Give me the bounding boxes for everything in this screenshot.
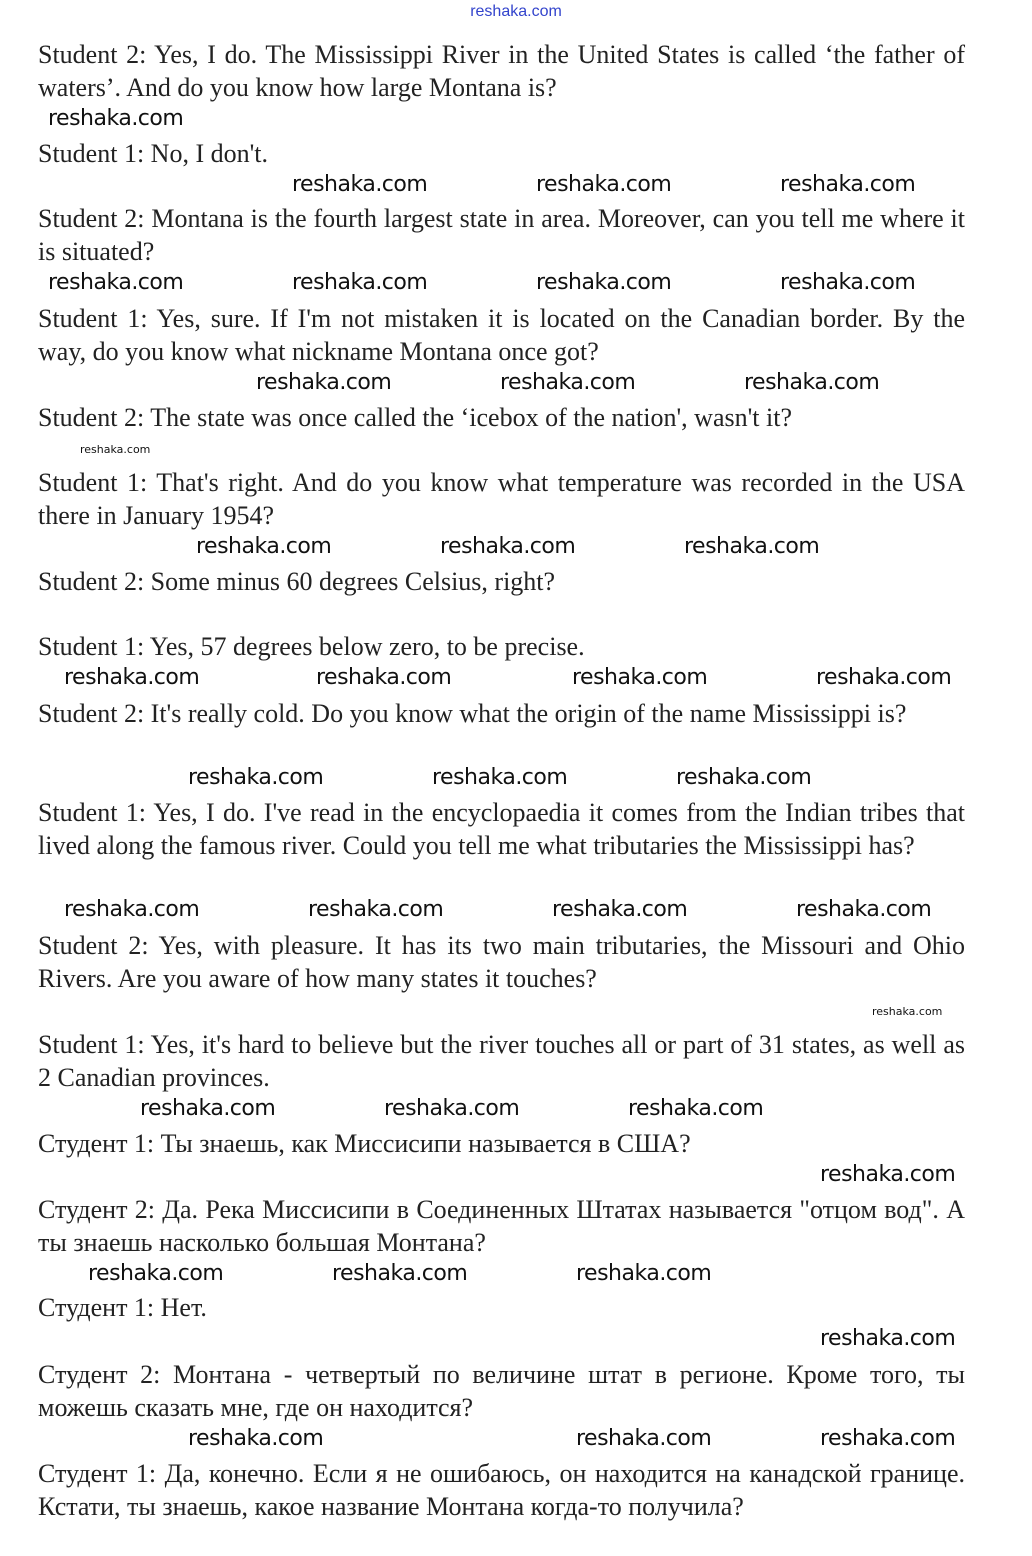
watermark: reshaka.com bbox=[196, 534, 332, 559]
watermark: reshaka.com bbox=[292, 270, 428, 295]
watermark: reshaka.com bbox=[64, 665, 200, 690]
watermark: reshaka.com bbox=[628, 1096, 764, 1121]
watermark: reshaka.com bbox=[48, 270, 184, 295]
watermark: reshaka.com bbox=[64, 897, 200, 922]
watermark: reshaka.com bbox=[188, 765, 324, 790]
watermark: reshaka.com bbox=[140, 1096, 276, 1121]
watermark: reshaka.com bbox=[536, 172, 672, 197]
watermark: reshaka.com bbox=[576, 1261, 712, 1286]
dialogue-paragraph: Студент 2: Да. Река Миссисипи в Соединенных Штатах называется "отцом вод". А ты знаешь насколько большая Монтана? bbox=[38, 1195, 965, 1257]
watermark: reshaka.com bbox=[816, 665, 952, 690]
watermark: reshaka.com bbox=[384, 1096, 520, 1121]
dialogue-paragraph: Студент 1: Ты знаешь, как Миссисипи называется в США? bbox=[38, 1129, 691, 1158]
watermark: reshaka.com bbox=[500, 370, 636, 395]
watermark: reshaka.com bbox=[332, 1261, 468, 1286]
header-watermark[interactable]: reshaka.com bbox=[470, 3, 562, 20]
watermark: reshaka.com bbox=[440, 534, 576, 559]
dialogue-paragraph: Student 2: Montana is the fourth largest state in area. Moreover, can you tell me where it is situated? bbox=[38, 204, 965, 266]
watermark: reshaka.com bbox=[820, 1426, 956, 1451]
dialogue-paragraph: Студент 2: Монтана - четвертый по величине штат в регионе. Кроме того, ты можешь сказать мне, где он находится? bbox=[38, 1360, 965, 1422]
watermark: reshaka.com bbox=[820, 1326, 956, 1351]
dialogue-paragraph: Student 2: Yes, with pleasure. It has its two main tributaries, the Missouri and Ohio Rivers. Are you aware of how many states it touches? bbox=[38, 931, 965, 993]
watermark: reshaka.com bbox=[676, 765, 812, 790]
watermark: reshaka.com bbox=[872, 1005, 943, 1018]
watermark: reshaka.com bbox=[572, 665, 708, 690]
watermark: reshaka.com bbox=[256, 370, 392, 395]
watermark: reshaka.com bbox=[188, 1426, 324, 1451]
watermark: reshaka.com bbox=[48, 106, 184, 131]
dialogue-paragraph: Student 1: Yes, I do. I've read in the encyclopaedia it comes from the Indian tribes that lived along the famous river. Could you tell me what tributaries the Mississippi has? bbox=[38, 798, 965, 860]
watermark: reshaka.com bbox=[88, 1261, 224, 1286]
watermark: reshaka.com bbox=[552, 897, 688, 922]
dialogue-paragraph: Student 1: Yes, 57 degrees below zero, to be precise. bbox=[38, 632, 585, 661]
watermark: reshaka.com bbox=[780, 270, 916, 295]
dialogue-paragraph: Student 2: Some minus 60 degrees Celsius, right? bbox=[38, 567, 556, 596]
watermark: reshaka.com bbox=[744, 370, 880, 395]
watermark: reshaka.com bbox=[780, 172, 916, 197]
watermark: reshaka.com bbox=[796, 897, 932, 922]
dialogue-paragraph: Student 1: Yes, it's hard to believe but the river touches all or part of 31 states, as well as 2 Canadian provinces. bbox=[38, 1030, 965, 1092]
dialogue-paragraph: Student 1: Yes, sure. If I'm not mistaken it is located on the Canadian border. By the way, do you know what nickname Montana once got? bbox=[38, 304, 965, 366]
watermark: reshaka.com bbox=[432, 765, 568, 790]
dialogue-paragraph: Student 2: Yes, I do. The Mississippi River in the United States is called ‘the father of waters’. And do you know how large Montana is? bbox=[38, 40, 965, 102]
dialogue-paragraph: Student 1: No, I don't. bbox=[38, 139, 269, 168]
watermark: reshaka.com bbox=[684, 534, 820, 559]
dialogue-paragraph: Student 1: That's right. And do you know what temperature was recorded in the USA there in January 1954? bbox=[38, 468, 965, 530]
watermark: reshaka.com bbox=[316, 665, 452, 690]
dialogue-paragraph: Студент 1: Нет. bbox=[38, 1293, 207, 1322]
dialogue-paragraph: Студент 1: Да, конечно. Если я не ошибаюсь, он находится на канадской границе. Кстати, ты знаешь, какое название Монтана когда-то получила? bbox=[38, 1459, 965, 1521]
dialogue-paragraph: Student 2: The state was once called the ‘icebox of the nation', wasn't it? bbox=[38, 403, 792, 432]
watermark: reshaka.com bbox=[536, 270, 672, 295]
watermark: reshaka.com bbox=[80, 443, 151, 456]
watermark: reshaka.com bbox=[820, 1162, 956, 1187]
dialogue-paragraph: Student 2: It's really cold. Do you know what the origin of the name Mississippi is? bbox=[38, 699, 907, 728]
watermark: reshaka.com bbox=[576, 1426, 712, 1451]
watermark: reshaka.com bbox=[292, 172, 428, 197]
watermark: reshaka.com bbox=[308, 897, 444, 922]
